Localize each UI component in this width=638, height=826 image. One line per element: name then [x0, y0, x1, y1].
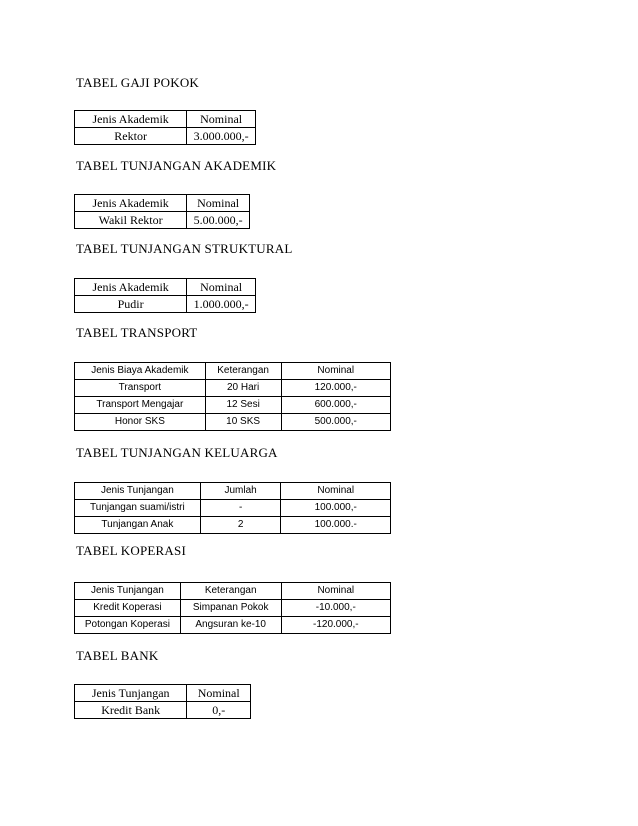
- column-header: Jenis Akademik: [75, 111, 187, 128]
- table-cell: Tunjangan Anak: [75, 517, 201, 534]
- column-header: Nominal: [281, 363, 390, 380]
- table-row: [75, 212, 250, 229]
- column-header: Jenis Tunjangan: [75, 685, 187, 702]
- table-cell: 100.000.-: [281, 517, 391, 534]
- column-header: Nominal: [187, 279, 256, 296]
- table-cell: Kredit Koperasi: [75, 600, 181, 617]
- table-row: [75, 600, 391, 617]
- table-cell: 5.00.000,-: [187, 212, 250, 229]
- column-header: Nominal: [187, 111, 256, 128]
- table-row: [75, 517, 391, 534]
- table-row: [75, 617, 391, 634]
- column-header: Keterangan: [205, 363, 281, 380]
- table-cell: 2: [200, 517, 281, 534]
- table-gaji-pokok: [74, 110, 256, 145]
- table-row: [75, 500, 391, 517]
- table-row: [75, 397, 391, 414]
- column-header: Nominal: [281, 483, 391, 500]
- table-cell: 3.000.000,-: [187, 128, 256, 145]
- table-row: [75, 702, 251, 719]
- section-title-transport: TABEL TRANSPORT: [76, 325, 198, 340]
- table-cell: Rektor: [75, 128, 187, 145]
- table-row: [75, 128, 256, 145]
- column-header: Nominal: [187, 195, 250, 212]
- table-tunjangan-keluarga: [74, 482, 391, 534]
- table-cell: Transport Mengajar: [75, 397, 206, 414]
- table-koperasi: [74, 582, 391, 634]
- table-header-row: [75, 279, 256, 296]
- table-header-row: [75, 363, 391, 380]
- column-header: Jenis Tunjangan: [75, 583, 181, 600]
- table-cell: Angsuran ke-10: [180, 617, 281, 634]
- table-row: [75, 380, 391, 397]
- column-header: Keterangan: [180, 583, 281, 600]
- section-title-tunjangan-keluarga: TABEL TUNJANGAN KELUARGA: [76, 445, 278, 460]
- table-cell: 100.000,-: [281, 500, 391, 517]
- table-cell: 10 SKS: [205, 414, 281, 431]
- column-header: Jenis Akademik: [75, 195, 187, 212]
- table-cell: 1.000.000,-: [187, 296, 256, 313]
- table-cell: Simpanan Pokok: [180, 600, 281, 617]
- table-cell: 600.000,-: [281, 397, 390, 414]
- section-title-tunjangan-akademik: TABEL TUNJANGAN AKADEMIK: [76, 158, 277, 173]
- table-row: [75, 296, 256, 313]
- column-header: Jenis Biaya Akademik: [75, 363, 206, 380]
- column-header: Nominal: [281, 583, 390, 600]
- table-cell: Kredit Bank: [75, 702, 187, 719]
- table-tunjangan-struktural: [74, 278, 256, 313]
- table-cell: 120.000,-: [281, 380, 390, 397]
- column-header: Nominal: [187, 685, 251, 702]
- table-cell: Potongan Koperasi: [75, 617, 181, 634]
- table-cell: Pudir: [75, 296, 187, 313]
- table-header-row: [75, 483, 391, 500]
- column-header: Jenis Tunjangan: [75, 483, 201, 500]
- table-cell: -10.000,-: [281, 600, 390, 617]
- column-header: Jumlah: [200, 483, 281, 500]
- section-title-tunjangan-struktural: TABEL TUNJANGAN STRUKTURAL: [76, 241, 293, 256]
- table-cell: Honor SKS: [75, 414, 206, 431]
- column-header: Jenis Akademik: [75, 279, 187, 296]
- table-cell: Wakil Rektor: [75, 212, 187, 229]
- table-cell: 20 Hari: [205, 380, 281, 397]
- table-header-row: [75, 195, 250, 212]
- table-header-row: [75, 685, 251, 702]
- table-header-row: [75, 583, 391, 600]
- table-tunjangan-akademik: [74, 194, 250, 229]
- table-header-row: [75, 111, 256, 128]
- table-cell: -120.000,-: [281, 617, 390, 634]
- table-bank: [74, 684, 251, 719]
- section-title-gaji-pokok: TABEL GAJI POKOK: [76, 75, 200, 90]
- table-cell: 500.000,-: [281, 414, 390, 431]
- table-row: [75, 414, 391, 431]
- table-cell: -: [200, 500, 281, 517]
- table-transport: [74, 362, 391, 431]
- section-title-bank: TABEL BANK: [76, 648, 159, 663]
- table-cell: Transport: [75, 380, 206, 397]
- table-cell: Tunjangan suami/istri: [75, 500, 201, 517]
- table-cell: 12 Sesi: [205, 397, 281, 414]
- table-cell: 0,-: [187, 702, 251, 719]
- section-title-koperasi: TABEL KOPERASI: [76, 543, 186, 558]
